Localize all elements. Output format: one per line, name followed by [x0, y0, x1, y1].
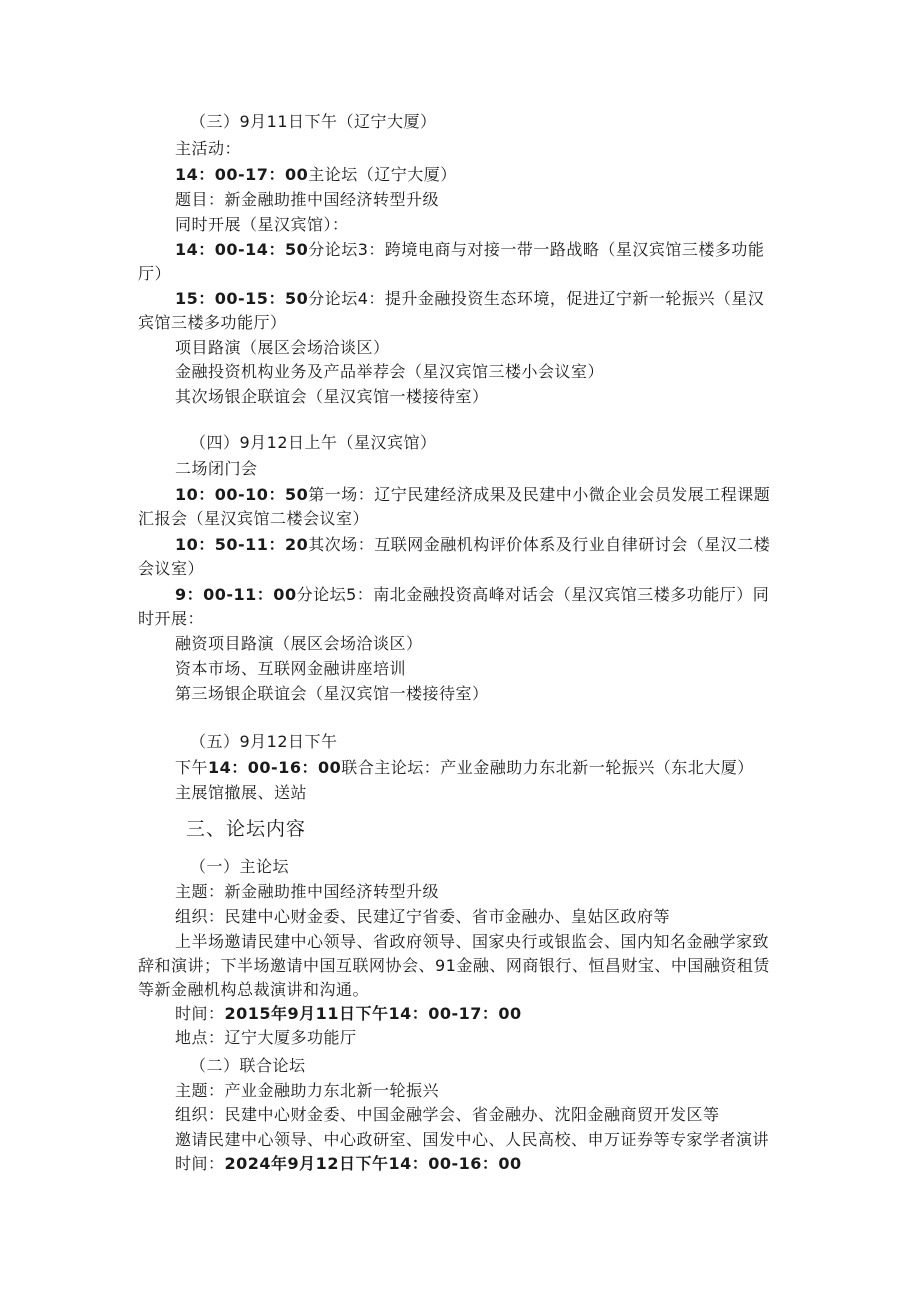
subforum-3-line [175, 239, 764, 261]
joint-forum-line [175, 757, 754, 779]
bank-meet-line: 其次场银企联谊会（星汉宾馆一楼接待室） [175, 387, 489, 406]
concurrent-line: 同时开展（星汉宾馆）： [175, 215, 349, 234]
joint-forum-org: 组织：民建中心财金委、中国金融学会、省金融办、沈阳金融商贸开发区等 [175, 1105, 720, 1124]
text: 主论坛（辽宁大厦） [308, 165, 457, 184]
time: 15：00-15：50 [175, 289, 309, 308]
subforum-4-line [175, 288, 764, 310]
bank-meet-line: 第三场银企联谊会（星汉宾馆一楼接待室） [175, 684, 489, 703]
time: 14：00-17：00 [175, 165, 309, 184]
main-forum-desc-2: 辞和演讲；下半场邀请中国互联网协会、91金融、网商银行、恒昌财宝、中国融资租赁 [138, 956, 770, 975]
section-3-heading: （三）9月11日下午（辽宁大厦） [190, 112, 437, 131]
joint-forum-heading: （二）联合论坛 [190, 1056, 306, 1075]
text: 第一场：辽宁民建经济成果及民建中小微企业会员发展工程课题 [308, 485, 771, 504]
time: 14：00-14：50 [175, 240, 309, 259]
main-activity-label: 主活动： [175, 139, 242, 158]
time: 10：00-10：50 [175, 485, 309, 504]
main-forum-desc-1: 上半场邀请民建中心领导、省政府领导、国家央行或银监会、国内知名金融学家致 [175, 932, 770, 951]
closed-meeting-label: 二场闭门会 [175, 459, 258, 478]
time: 10：50-11：20 [175, 535, 309, 554]
meeting-1-line [175, 484, 770, 506]
joint-forum-desc: 邀请民建中心领导、中心政研室、国发中心、人民高校、申万证券等专家学者演讲 [175, 1130, 770, 1149]
text: 分论坛4：提升金融投资生态环境，促进辽宁新一轮振兴（星汉 [308, 289, 765, 308]
promo-line: 金融投资机构业务及产品举荐会（星汉宾馆三楼小会议室） [175, 362, 605, 381]
joint-forum-time [175, 1153, 522, 1175]
time: 9：00-11：00 [175, 585, 297, 604]
subforum-3-line-2: 厅） [138, 264, 172, 283]
text: 分论坛5：南北金融投资高峰对话会（星汉宾馆三楼多功能厅）同 [296, 585, 770, 604]
value: 2015年9月11日下午14：00-17：00 [224, 1004, 522, 1023]
main-forum-theme: 主题：新金融助推中国经济转型升级 [175, 882, 440, 901]
label: 时间： [175, 1004, 225, 1023]
text: 分论坛3：跨境电商与对接一带一路战略（星汉宾馆三楼多功能 [308, 240, 765, 259]
subforum-5-line [175, 584, 769, 606]
label: 时间： [175, 1154, 225, 1173]
text: 联合主论坛：产业金融助力东北新一轮振兴（东北大厦） [341, 758, 754, 777]
main-forum-time [175, 1003, 522, 1025]
main-forum-heading: （一）主论坛 [190, 857, 290, 876]
meeting-1-line-2: 汇报会（星汉宾馆二楼会议室） [138, 509, 370, 528]
subforum-4-line-2: 宾馆三楼多功能厅） [138, 313, 287, 332]
text: 其次场：互联网金融机构评价体系及行业自律研讨会（星汉二楼 [308, 535, 771, 554]
closing-line: 主展馆撤展、送站 [175, 783, 308, 802]
main-forum-desc-3: 等新金融机构总裁演讲和沟通。 [138, 980, 370, 999]
time: 14：00-16：00 [208, 758, 342, 777]
value: 2024年9月12日下午14：00-16：00 [224, 1154, 522, 1173]
training-line: 资本市场、互联网金融讲座培训 [175, 659, 407, 678]
roadshow-line: 项目路演（展区会场洽谈区） [175, 338, 390, 357]
meeting-2-line-2: 会议室） [138, 559, 205, 578]
section-4-heading: （四）9月12日上午（星汉宾馆） [190, 433, 437, 452]
topic-line: 题目：新金融助推中国经济转型升级 [175, 190, 440, 209]
section-5-heading: （五）9月12日下午 [190, 732, 338, 751]
content-title: 三、论坛内容 [186, 818, 307, 840]
prefix: 下午 [175, 758, 209, 777]
joint-forum-theme: 主题：产业金融助力东北新一轮振兴 [175, 1081, 440, 1100]
main-forum-place: 地点：辽宁大厦多功能厅 [175, 1028, 357, 1047]
subforum-5-line-2: 时开展： [138, 609, 205, 628]
main-forum-line [175, 164, 457, 186]
main-forum-org: 组织：民建中心财金委、民建辽宁省委、省市金融办、皇姑区政府等 [175, 907, 671, 926]
meeting-2-line [175, 534, 770, 556]
roadshow-line: 融资项目路演（展区会场洽谈区） [175, 634, 423, 653]
